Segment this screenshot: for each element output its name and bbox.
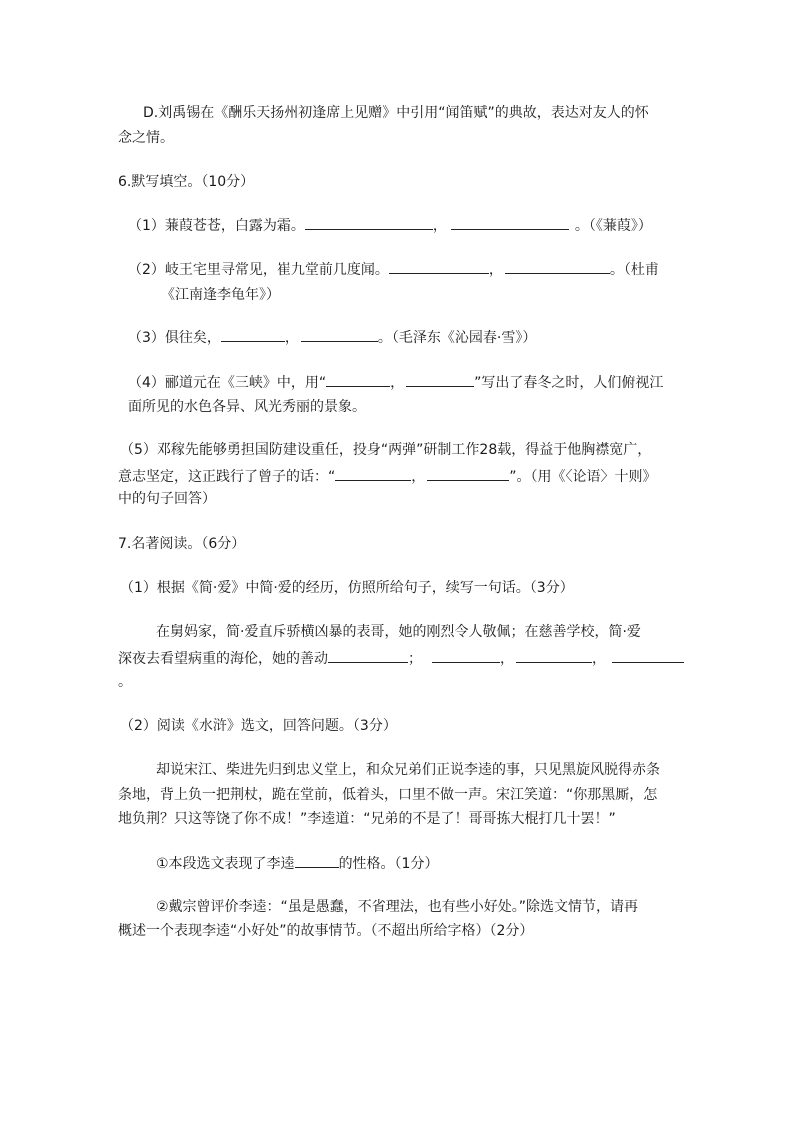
q6-s5-post: ”。（用《〈论语〉十则》 (509, 469, 657, 485)
q6-s2 (128, 259, 659, 280)
q6-heading: 6.默写填空。（10分） (118, 174, 255, 190)
q7-p1-line1: 在舅妈家，简·爱直斥骄横凶暴的表哥，她的刚烈令人敬佩；在慈善学校，简·爱 (156, 624, 641, 640)
q6-s4 (128, 372, 663, 393)
q7-p2-q1-pre: ①本段选文表现了李逵 (156, 856, 295, 872)
q7-p1-sep1: ； (408, 651, 422, 667)
q6-s5-pre: 意志坚定，这正践行了曾子的话：“ (118, 469, 336, 485)
q6-s2-post: 。（杜甫 (609, 262, 659, 278)
q6-s5-line2 (118, 466, 657, 487)
q6-s4-mid: ， (390, 375, 405, 391)
q6-s3 (128, 327, 536, 348)
q6-s5-blank2[interactable] (427, 466, 509, 481)
q7-p1-blank4[interactable] (612, 648, 684, 663)
q7-passage-line3: 地负荆？只这等饶了你不成！”李逵道：“兄弟的不是了！哥哥拣大棍打几十罢！” (118, 811, 616, 827)
q6-s1 (128, 215, 652, 236)
q6-s1-blank1[interactable] (305, 215, 433, 230)
q7-p1-blank3[interactable] (516, 648, 592, 663)
option-d-line2: 念之情。 (118, 130, 174, 146)
q7-passage-line2: 条地，背上负一把荆杖，跪在堂前，低着头，口里不做一声。宋江笑道：“你那黑厮，怎 (118, 787, 658, 803)
q7-p1-label: （1）根据《简·爱》中简·爱的经历，仿照所给句子，续写一句话。（3分） (120, 580, 574, 596)
q6-s1-mid: ， (432, 218, 447, 234)
q7-p1-sep3: ， (592, 651, 606, 667)
q6-s1-pre: （1）蒹葭苍苍，白露为霜。 (128, 218, 305, 234)
q6-s4-blank2[interactable] (406, 372, 474, 387)
q6-s1-post: 。（《蒹葭》） (574, 218, 652, 234)
q6-s3-post: 。（毛泽东《沁园春·雪》） (377, 330, 537, 346)
q7-p2-label: （2）阅读《水浒》选文，回答问题。（3分） (120, 718, 397, 734)
q6-s2-blank2[interactable] (505, 259, 610, 274)
q7-p1-line2 (118, 648, 684, 669)
q6-s4-pre: （4）郦道元在《三峡》中，用“ (128, 375, 327, 391)
q7-passage-line1: 却说宋江、柴进先归到忠义堂上，和众兄弟们正说李逵的事，只见黑旋风脱得赤条 (156, 762, 660, 778)
q7-p2-q1-post: 的性格。（1分） (338, 856, 439, 872)
q6-s5-mid: ， (411, 469, 426, 485)
q7-p2-q2-line1: ②戴宗曾评价李逵：“虽是愚蠢，不省理法，也有些小好处。”除选文情节，请再 (156, 899, 639, 915)
q7-p2-q2-line2: 概述一个表现李逵“小好处”的故事情节。（不超出所给字格）（2分） (118, 923, 534, 939)
q6-s1-blank2[interactable] (451, 215, 569, 230)
q6-s4-line2: 面所见的水色各异、风光秀丽的景象。 (128, 399, 366, 415)
q6-s2-blank1[interactable] (389, 259, 489, 274)
q6-s5-line3: 中的句子回答） (118, 491, 216, 507)
q7-p1-blank1[interactable] (328, 648, 408, 663)
q6-s2-line2: 《江南逢李龟年》） (161, 287, 280, 303)
q7-p1-line2-pre: 深夜去看望病重的海伦，她的善动 (118, 651, 328, 667)
q7-p1-end: 。 (118, 674, 132, 690)
q7-p2-q1-blank[interactable] (295, 853, 339, 868)
q6-s3-pre: （3）俱往矣， (128, 330, 221, 346)
q6-s5-blank1[interactable] (335, 466, 411, 481)
option-d-line1: D.刘禹锡在《酬乐天扬州初逢席上见赠》中引用“闻笛赋”的典故，表达对友人的怀 (143, 105, 649, 121)
q7-p1-blank2[interactable] (432, 648, 500, 663)
q6-s3-blank1[interactable] (221, 327, 285, 342)
q6-s4-post: ”写出了春冬之时，人们俯视江 (474, 375, 664, 391)
q6-s2-pre: （2）岐王宅里寻常见，崔九堂前几度闻。 (128, 262, 389, 278)
q6-s5-line1: （5）邓稼先能够勇担国防建设重任，投身“两弹”研制工作28载，得益于他胸襟宽广， (120, 442, 652, 458)
q6-s3-blank2[interactable] (301, 327, 378, 342)
q6-s3-mid: ， (284, 330, 299, 346)
q6-s2-mid: ， (488, 262, 503, 278)
q6-s4-blank1[interactable] (326, 372, 390, 387)
q7-p2-q1 (156, 853, 438, 874)
q7-heading: 7.名著阅读。（6分） (118, 536, 246, 552)
q7-p1-sep2: ， (500, 651, 514, 667)
